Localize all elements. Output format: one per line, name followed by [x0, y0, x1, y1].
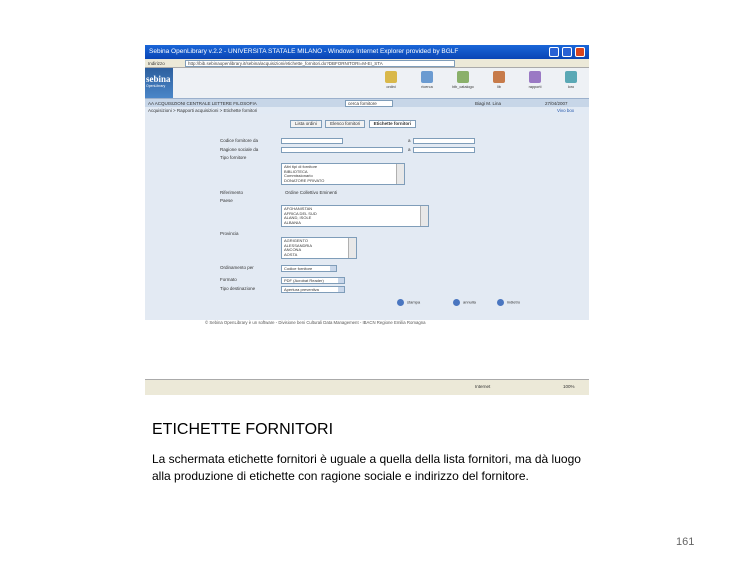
tipo-label: Tipo fornitore: [220, 155, 247, 160]
toolbar-ricerca[interactable]: ricerca: [413, 71, 441, 89]
ragione-to-mark: a: [408, 147, 411, 152]
orders-icon: [385, 71, 397, 83]
address-label: Indirizzo: [148, 61, 165, 66]
cancel-button[interactable]: annulla: [453, 299, 476, 306]
search-field[interactable]: cerca fornitore: [345, 100, 393, 107]
tipo-listbox[interactable]: Altri tipi di fornitore BIBLIOTECA Commissionario DONATORE PRIVATO: [281, 163, 405, 185]
tipo-destinazione-label: Tipo destinazione: [220, 286, 256, 291]
tipo-destinazione-select[interactable]: Apertura preventiva: [281, 286, 345, 293]
zone-label: Internet: [475, 384, 491, 389]
codice-to-mark: a: [408, 138, 411, 143]
status-bar: [145, 98, 589, 107]
toolbar-lib[interactable]: lib: [485, 71, 513, 89]
library-icon: [493, 71, 505, 83]
tab-elenco-fornitori[interactable]: Elenco fornitori: [325, 120, 365, 128]
codice-from-input[interactable]: [281, 138, 343, 144]
paese-label: Paese: [220, 198, 233, 203]
print-button[interactable]: stampa: [397, 299, 420, 306]
codice-label: Codice fornitore da: [220, 138, 259, 143]
riferimento-options[interactable]: Ordine Collettivo Eminenti: [285, 190, 338, 195]
page-number: 161: [676, 536, 695, 548]
tab-lista-ordini[interactable]: Lista ordini: [290, 120, 322, 128]
print-icon: [397, 299, 404, 306]
toolbar-ordini[interactable]: ordini: [377, 71, 405, 89]
ragione-from-input[interactable]: [281, 147, 403, 153]
ragione-label: Ragione sociale da: [220, 147, 259, 152]
minimize-icon[interactable]: [549, 47, 559, 57]
home-icon: [565, 71, 577, 83]
provincia-listbox[interactable]: AGRIGENTO ALESSANDRIA ANCONA AOSTA: [281, 237, 357, 259]
reports-icon: [529, 71, 541, 83]
catalog-icon: [457, 71, 469, 83]
zoom-level[interactable]: 100%: [563, 384, 575, 389]
address-bar: [145, 59, 589, 68]
paese-listbox[interactable]: AFGHANISTAN AFRICA DEL SUD ALAND, ISOLE ALBANIA: [281, 205, 429, 227]
formato-select[interactable]: PDF (Acrobat Reader): [281, 277, 345, 284]
breadcrumb-link[interactable]: Vivo box: [557, 108, 575, 113]
riferimento-label: Riferimento: [220, 190, 244, 195]
search-icon: [421, 71, 433, 83]
browser-status-bar: [145, 379, 589, 395]
codice-to-input[interactable]: [413, 138, 475, 144]
url-field[interactable]: http://bib.sebinaopenlibrary.it/sebina/acquisizioni/etichette_fornitori.do?DBFORNITORI=M-EI_STA: [185, 60, 455, 67]
sebina-logo: sebina OpenLibrary: [145, 68, 173, 98]
toolbar-rapporti[interactable]: rapporti: [521, 71, 549, 89]
screenshot: [145, 45, 589, 395]
toolbar-loro[interactable]: loro: [557, 71, 585, 89]
ordinamento-label: Ordinamento per: [220, 265, 254, 270]
formato-label: Formato: [220, 277, 237, 282]
ordinamento-select[interactable]: Codice fornitore: [281, 265, 337, 272]
breadcrumb: Acquisizioni > Rapporti acquisizioni > Etichette fornitori Vivo box: [145, 107, 589, 114]
window-title-bar: [145, 45, 589, 59]
page-footer: [145, 320, 589, 385]
provincia-label: Provincia: [220, 231, 239, 236]
tab-etichette-fornitori[interactable]: Etichette fornitori: [369, 120, 417, 128]
cancel-icon: [453, 299, 460, 306]
maximize-icon[interactable]: [562, 47, 572, 57]
library-name: AA ACQUISIZIONI CENTRALE LETTERE FILOSOFIA: [148, 101, 257, 106]
close-icon[interactable]: [575, 47, 585, 57]
scrollbar[interactable]: [396, 164, 404, 184]
app-header: [145, 68, 589, 98]
ragione-to-input[interactable]: [413, 147, 475, 153]
window-title: Sebina OpenLibrary v.2.2 - UNIVERSITA STATALE MILANO - Windows Internet Explorer provided by BGLF: [149, 48, 459, 55]
copyright-text: © Sebina OpenLibrary è un software - Divisione beni Culturali Data Management - IBACN Regione Emilia Romagna: [205, 320, 426, 325]
session-date: 27/04/2007: [545, 101, 568, 106]
scrollbar[interactable]: [348, 238, 356, 258]
form-pane: [145, 114, 589, 320]
slide-heading: ETICHETTE FORNITORI: [152, 421, 334, 438]
scrollbar[interactable]: [420, 206, 428, 226]
slide-paragraph: La schermata etichette fornitori è uguale a quella della lista fornitori, ma dà luogo alla produzione di etichette con ragione sociale e indirizzo del fornitore.: [152, 452, 581, 483]
toolbar-catalogo[interactable]: bib_catalogo: [449, 71, 477, 89]
tab-bar: [290, 120, 418, 128]
back-icon: [497, 299, 504, 306]
user-name: Biagi M. Lina: [475, 101, 502, 106]
back-button[interactable]: indietro: [497, 299, 520, 306]
